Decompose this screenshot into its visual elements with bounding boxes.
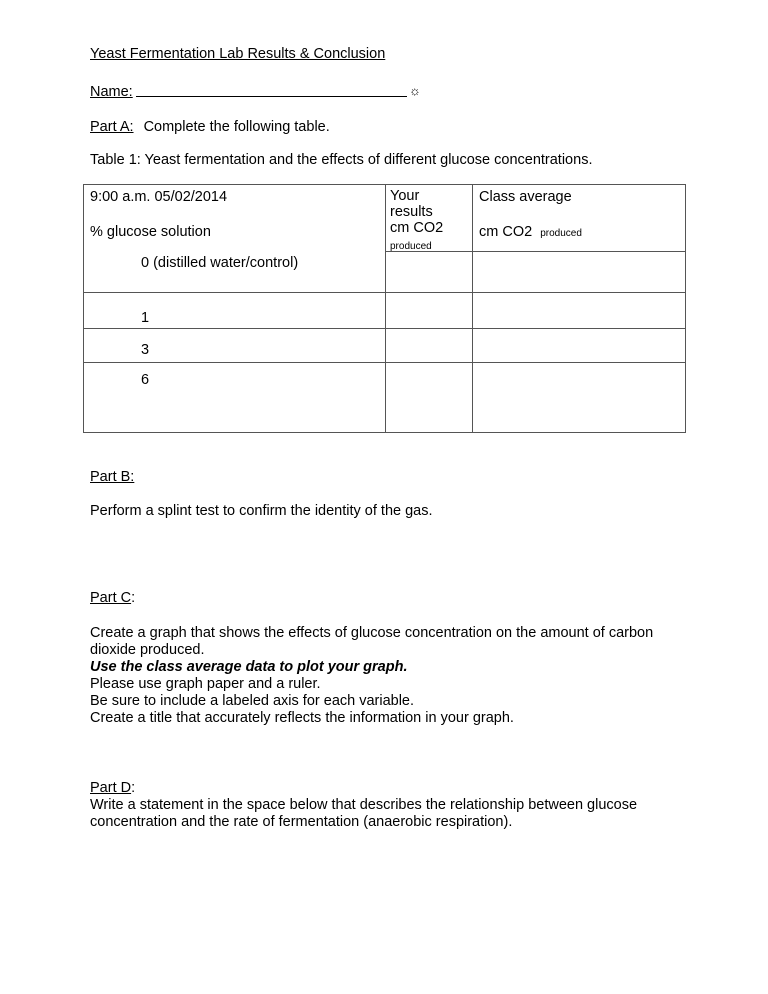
row-label: 3: [141, 342, 150, 358]
sun-icon: ☼: [409, 83, 421, 98]
table-header-row: [84, 185, 686, 252]
name-field[interactable]: [136, 96, 407, 97]
part-c-line5: Create a title that accurately reflects the information in your graph.: [90, 710, 514, 726]
name-label: Name:: [90, 84, 133, 100]
part-d-heading-line: [90, 780, 135, 797]
header-your-results-cell: [386, 185, 473, 252]
your-result-cell[interactable]: [386, 293, 473, 329]
table-row: [84, 252, 686, 293]
part-c-line1: Create a graph that shows the effects of glucose concentration on the amount of carbon: [90, 625, 654, 641]
row-label-cell: [84, 329, 386, 363]
part-d-line2: concentration and the rate of fermentation (anaerobic respiration).: [90, 814, 513, 830]
col-your-results-line4: produced: [390, 241, 432, 252]
part-d-heading: Part D: [90, 780, 132, 796]
col-your-results-line3: cm CO2: [390, 220, 444, 236]
part-d-line1: Write a statement in the space below that describes the relationship between glucose: [90, 797, 638, 813]
part-c-emphasis: Use the class average data to plot your graph.: [90, 659, 408, 675]
col-class-average-line2: [479, 224, 582, 242]
row-label: 6: [141, 372, 150, 388]
row-label: 1: [141, 310, 150, 326]
part-c-line3: Please use graph paper and a ruler.: [90, 676, 321, 692]
your-result-cell[interactable]: [386, 252, 473, 293]
header-class-average-cell: [473, 185, 686, 252]
your-result-cell[interactable]: [386, 329, 473, 363]
part-a-instruction: Complete the following table.: [143, 119, 330, 135]
col-glucose-label: % glucose solution: [90, 224, 211, 240]
part-c-line4: Be sure to include a labeled axis for each variable.: [90, 693, 415, 709]
class-average-cell[interactable]: [473, 293, 686, 329]
class-average-cell[interactable]: [473, 363, 686, 433]
document-title: Yeast Fermentation Lab Results & Conclusion: [90, 46, 386, 62]
table-row: [84, 363, 686, 433]
table-date: 9:00 a.m. 05/02/2014: [90, 189, 228, 205]
part-c-heading-line: [90, 590, 135, 607]
row-label: 0 (distilled water/control): [141, 254, 299, 271]
part-b-heading: Part B:: [90, 469, 135, 485]
results-table: [83, 184, 686, 433]
row-label-cell: [84, 363, 386, 433]
table-row: [84, 293, 686, 329]
row-label-cell: [84, 293, 386, 329]
col-class-average-line1: Class average: [479, 189, 572, 205]
part-c-colon: :: [131, 590, 136, 606]
header-label-cell: [84, 185, 386, 252]
part-b-text: Perform a splint test to confirm the identity of the gas.: [90, 503, 433, 519]
col-class-average-produced: produced: [540, 228, 582, 239]
col-your-results-line2: results: [390, 204, 433, 220]
table-caption: Table 1: Yeast fermentation and the effects of different glucose concentrations.: [90, 152, 593, 168]
class-average-cell[interactable]: [473, 252, 686, 293]
part-d-colon: :: [131, 780, 136, 796]
part-a-line: [90, 119, 330, 136]
part-c-heading: Part C: [90, 590, 132, 606]
col-your-results-line1: Your: [390, 188, 420, 204]
part-c-line2: dioxide produced.: [90, 642, 205, 658]
class-average-cell[interactable]: [473, 329, 686, 363]
row-label-cell: [84, 252, 386, 293]
col-class-average-unit: cm CO2: [479, 224, 533, 240]
table-row: [84, 329, 686, 363]
your-result-cell[interactable]: [386, 363, 473, 433]
part-a-heading: Part A:: [90, 119, 134, 135]
